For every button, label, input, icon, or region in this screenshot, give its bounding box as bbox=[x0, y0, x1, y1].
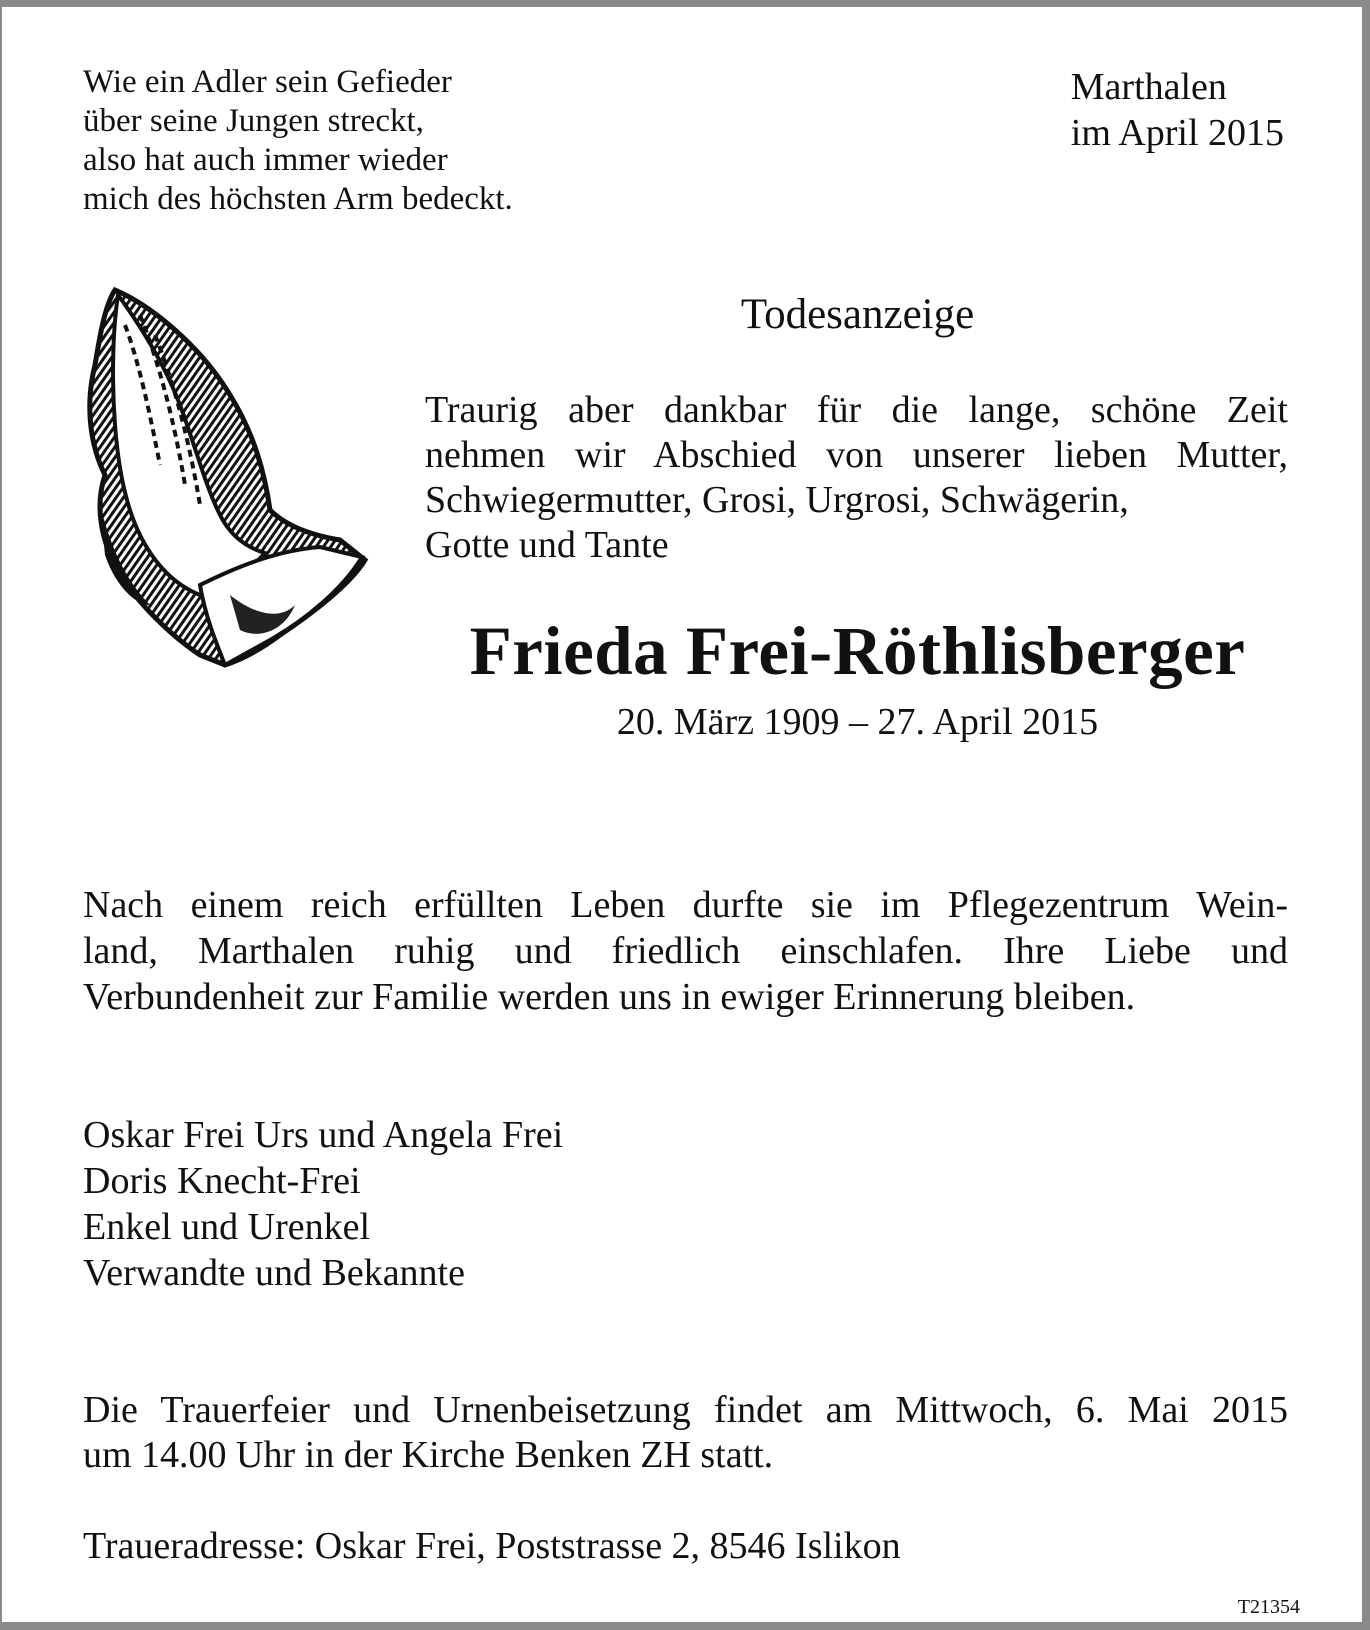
reference-code: T21354 bbox=[1237, 1596, 1300, 1618]
mourner-entry: Verwandte und Bekannte bbox=[83, 1252, 465, 1294]
mourners-list bbox=[83, 1112, 563, 1296]
mourner-entry: Enkel und Urenkel bbox=[83, 1206, 371, 1248]
deceased-name: Frieda Frei-Röthlisberger bbox=[469, 613, 1246, 689]
service-line: um 14.00 Uhr in der Kirche Benken ZH statt. bbox=[83, 1434, 774, 1476]
mourner-entry: Oskar Frei Urs und Angela Frei bbox=[83, 1114, 564, 1156]
bible-verse bbox=[83, 63, 513, 219]
place-and-date bbox=[1071, 64, 1284, 156]
place-date: im April 2015 bbox=[1070, 112, 1284, 154]
verse-line: mich des höchsten Arm bedeckt. bbox=[83, 181, 513, 217]
mourner-entry: Doris Knecht-Frei bbox=[83, 1160, 361, 1202]
intro-line: Traurig aber dankbar für die lange, schöne Zeit bbox=[425, 389, 1288, 431]
notice-heading: Todesanzeige bbox=[740, 291, 975, 338]
paragraph-line: land, Marthalen ruhig und friedlich einschlafen. Ihre Liebe und bbox=[83, 930, 1288, 972]
tribute-paragraph bbox=[83, 882, 1288, 1020]
mourning-address: Traueradresse: Oskar Frei, Poststrasse 2, 8546 Islikon bbox=[83, 1525, 901, 1567]
service-info bbox=[83, 1388, 1288, 1478]
verse-line: Wie ein Adler sein Gefieder bbox=[83, 64, 452, 100]
intro-text bbox=[425, 388, 1288, 568]
service-line: Die Trauerfeier und Urnenbeisetzung findet am Mittwoch, 6. Mai 2015 bbox=[83, 1389, 1288, 1431]
verse-line: über seine Jungen streckt, bbox=[83, 103, 424, 139]
place-city: Marthalen bbox=[1070, 66, 1227, 108]
paragraph-line: Verbundenheit zur Familie werden uns in ewiger Erinnerung bleiben. bbox=[83, 976, 1136, 1018]
intro-line: Gotte und Tante bbox=[425, 524, 669, 566]
intro-line: nehmen wir Abschied von unserer lieben Mutter, bbox=[425, 434, 1288, 476]
intro-line: Schwiegermutter, Grosi, Urgrosi, Schwägerin, bbox=[425, 479, 1129, 521]
verse-line: also hat auch immer wieder bbox=[83, 142, 448, 178]
paragraph-line: Nach einem reich erfüllten Leben durfte sie im Pflegezentrum Wein- bbox=[83, 884, 1288, 926]
praying-hands-icon bbox=[80, 285, 380, 685]
life-dates: 20. März 1909 – 27. April 2015 bbox=[616, 701, 1099, 743]
